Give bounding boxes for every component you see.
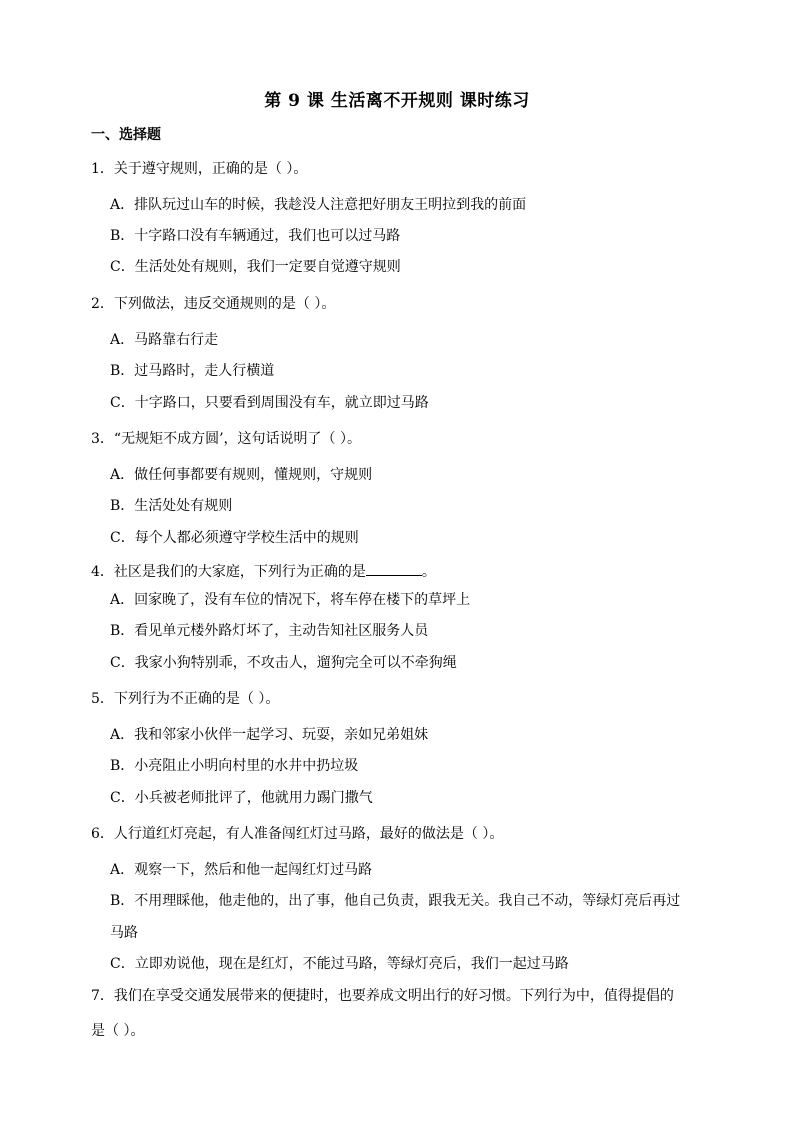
question-2-option-b: B．过马路时，走人行横道 — [110, 363, 275, 379]
question-4-option-c: C．我家小狗特别乖，不攻击人，遛狗完全可以不牵狗绳 — [110, 655, 457, 671]
question-5-option-a: A．我和邻家小伙伴一起学习、玩耍，亲如兄弟姐妹 — [110, 727, 429, 743]
question-1-option-c: C．生活处处有规则，我们一定要自觉遵守规则 — [110, 259, 401, 275]
question-1-option-b: B．十字路口没有车辆通过，我们也可以过马路 — [110, 228, 401, 244]
question-3-option-b: B．生活处处有规则 — [110, 498, 233, 514]
question-6-option-b-line-1: B．不用理睬他，他走他的，出了事，他自己负责，跟我无关。我自己不动，等绿灯亮后再过 — [110, 893, 681, 909]
page-title: 第 9 课 生活离不开规则 课时练习 — [264, 91, 530, 111]
question-4-stem-end: 。 — [421, 564, 436, 580]
question-2-option-a: A．马路靠右行走 — [110, 332, 219, 348]
question-1-stem: 1．关于遵守规则，正确的是（ ）。 — [91, 161, 308, 177]
question-7-stem-line-1: 7．我们在享受交通发展带来的便捷时，也要养成文明出行的好习惯。下列行为中，值得提倡的 — [91, 988, 674, 1004]
question-4-stem-text: 4．社区是我们的大家庭，下列行为正确的是 — [91, 564, 366, 580]
question-3-option-c: C．每个人都必须遵守学校生活中的规则 — [110, 530, 359, 546]
question-2-option-c: C．十字路口，只要看到周围没有车，就立即过马路 — [110, 395, 429, 411]
question-5-stem: 5．下列行为不正确的是（ ）。 — [91, 691, 280, 707]
question-3-option-a: A．做任何事都要有规则，懂规则，守规则 — [110, 467, 373, 483]
question-6-option-c: C．立即劝说他，现在是红灯，不能过马路，等绿灯亮后，我们一起过马路 — [110, 956, 569, 972]
question-1-option-a: A．排队玩过山车的时候，我趁没人注意把好朋友王明拉到我的前面 — [110, 197, 527, 213]
question-4-stem — [91, 561, 436, 581]
question-6-option-b-line-2: 马路 — [110, 925, 138, 941]
question-3-stem: 3．“无规矩不成方圆’，这句话说明了（ ）。 — [91, 431, 361, 447]
question-2-stem: 2．下列做法，违反交通规则的是（ ）。 — [91, 296, 336, 312]
question-5-option-c: C．小兵被老师批评了，他就用力踢门撒气 — [110, 790, 373, 806]
answer-blank — [366, 561, 422, 576]
question-5-option-b: B．小亮阻止小明向村里的水井中扔垃圾 — [110, 758, 359, 774]
question-4-option-b: B．看见单元楼外路灯坏了，主动告知社区服务人员 — [110, 623, 429, 639]
question-6-stem: 6．人行道红灯亮起，有人准备闯红灯过马路，最好的做法是（ ）。 — [91, 826, 504, 842]
question-6-option-a: A．观察一下，然后和他一起闯红灯过马路 — [110, 862, 373, 878]
question-7-stem-line-2: 是（ ）。 — [91, 1023, 145, 1039]
question-4-option-a: A．回家晚了，没有车位的情况下，将车停在楼下的草坪上 — [110, 592, 471, 608]
section-heading: 一、选择题 — [91, 127, 161, 143]
